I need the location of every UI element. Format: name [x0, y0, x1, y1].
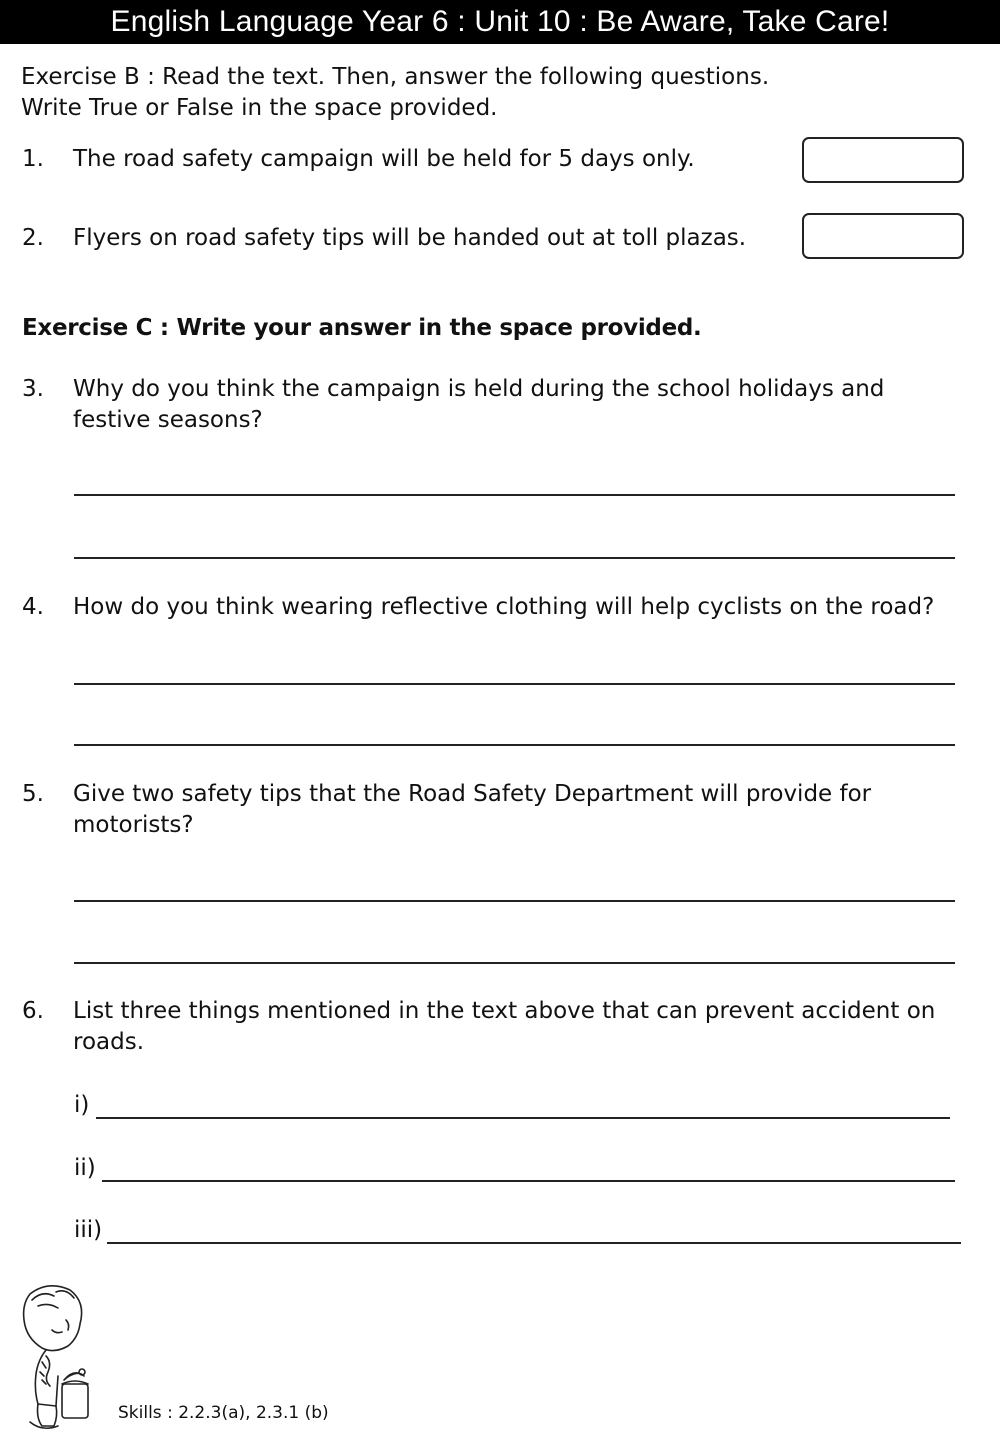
- exercise-b-instruction-2: Write True or False in the space provided.: [21, 95, 498, 121]
- question-3-answer-line-2[interactable]: [74, 557, 955, 559]
- question-6-text: List three things mentioned in the text above that can prevent accident on roads.: [73, 998, 936, 1055]
- question-1-answer-box[interactable]: [802, 137, 964, 183]
- worksheet-title: English Language Year 6 : Unit 10 : Be Aware, Take Care!: [0, 0, 1000, 44]
- question-5-number: 5.: [22, 781, 44, 807]
- question-5-answer-line-2[interactable]: [74, 962, 955, 964]
- question-4-number: 4.: [22, 594, 44, 620]
- question-3-number: 3.: [22, 376, 44, 402]
- question-6-item-2-label: ii): [74, 1155, 96, 1181]
- question-3-answer-line-1[interactable]: [74, 494, 955, 496]
- skills-footer: Skills : 2.2.3(a), 2.3.1 (b): [118, 1403, 329, 1423]
- question-2-answer-box[interactable]: [802, 213, 964, 259]
- question-6-item-2-line[interactable]: [102, 1180, 955, 1182]
- child-reading-illustration: [8, 1276, 108, 1436]
- question-6-number: 6.: [22, 998, 44, 1024]
- question-6-item-1-label: i): [74, 1092, 90, 1118]
- question-6-item-1-line[interactable]: [96, 1117, 950, 1119]
- question-5-text: Give two safety tips that the Road Safety Department will provide for motorists?: [73, 781, 872, 838]
- exercise-b-instruction: Exercise B : Read the text. Then, answer the following questions.: [21, 64, 770, 90]
- question-1-text: The road safety campaign will be held for 5 days only.: [73, 146, 695, 172]
- question-1-number: 1.: [22, 146, 44, 172]
- question-4-answer-line-2[interactable]: [74, 744, 955, 746]
- question-3-text: Why do you think the campaign is held during the school holidays and festive seasons?: [73, 376, 885, 433]
- question-6-item-3-line[interactable]: [107, 1242, 961, 1244]
- question-6-item-3-label: iii): [74, 1217, 103, 1243]
- question-4-answer-line-1[interactable]: [74, 683, 955, 685]
- exercise-c-title: Exercise C : Write your answer in the space provided.: [22, 315, 702, 341]
- question-2-number: 2.: [22, 225, 44, 251]
- question-4-text: How do you think wearing reflective clothing will help cyclists on the road?: [73, 594, 935, 620]
- question-2-text: Flyers on road safety tips will be handed out at toll plazas.: [73, 225, 747, 251]
- question-5-answer-line-1[interactable]: [74, 900, 955, 902]
